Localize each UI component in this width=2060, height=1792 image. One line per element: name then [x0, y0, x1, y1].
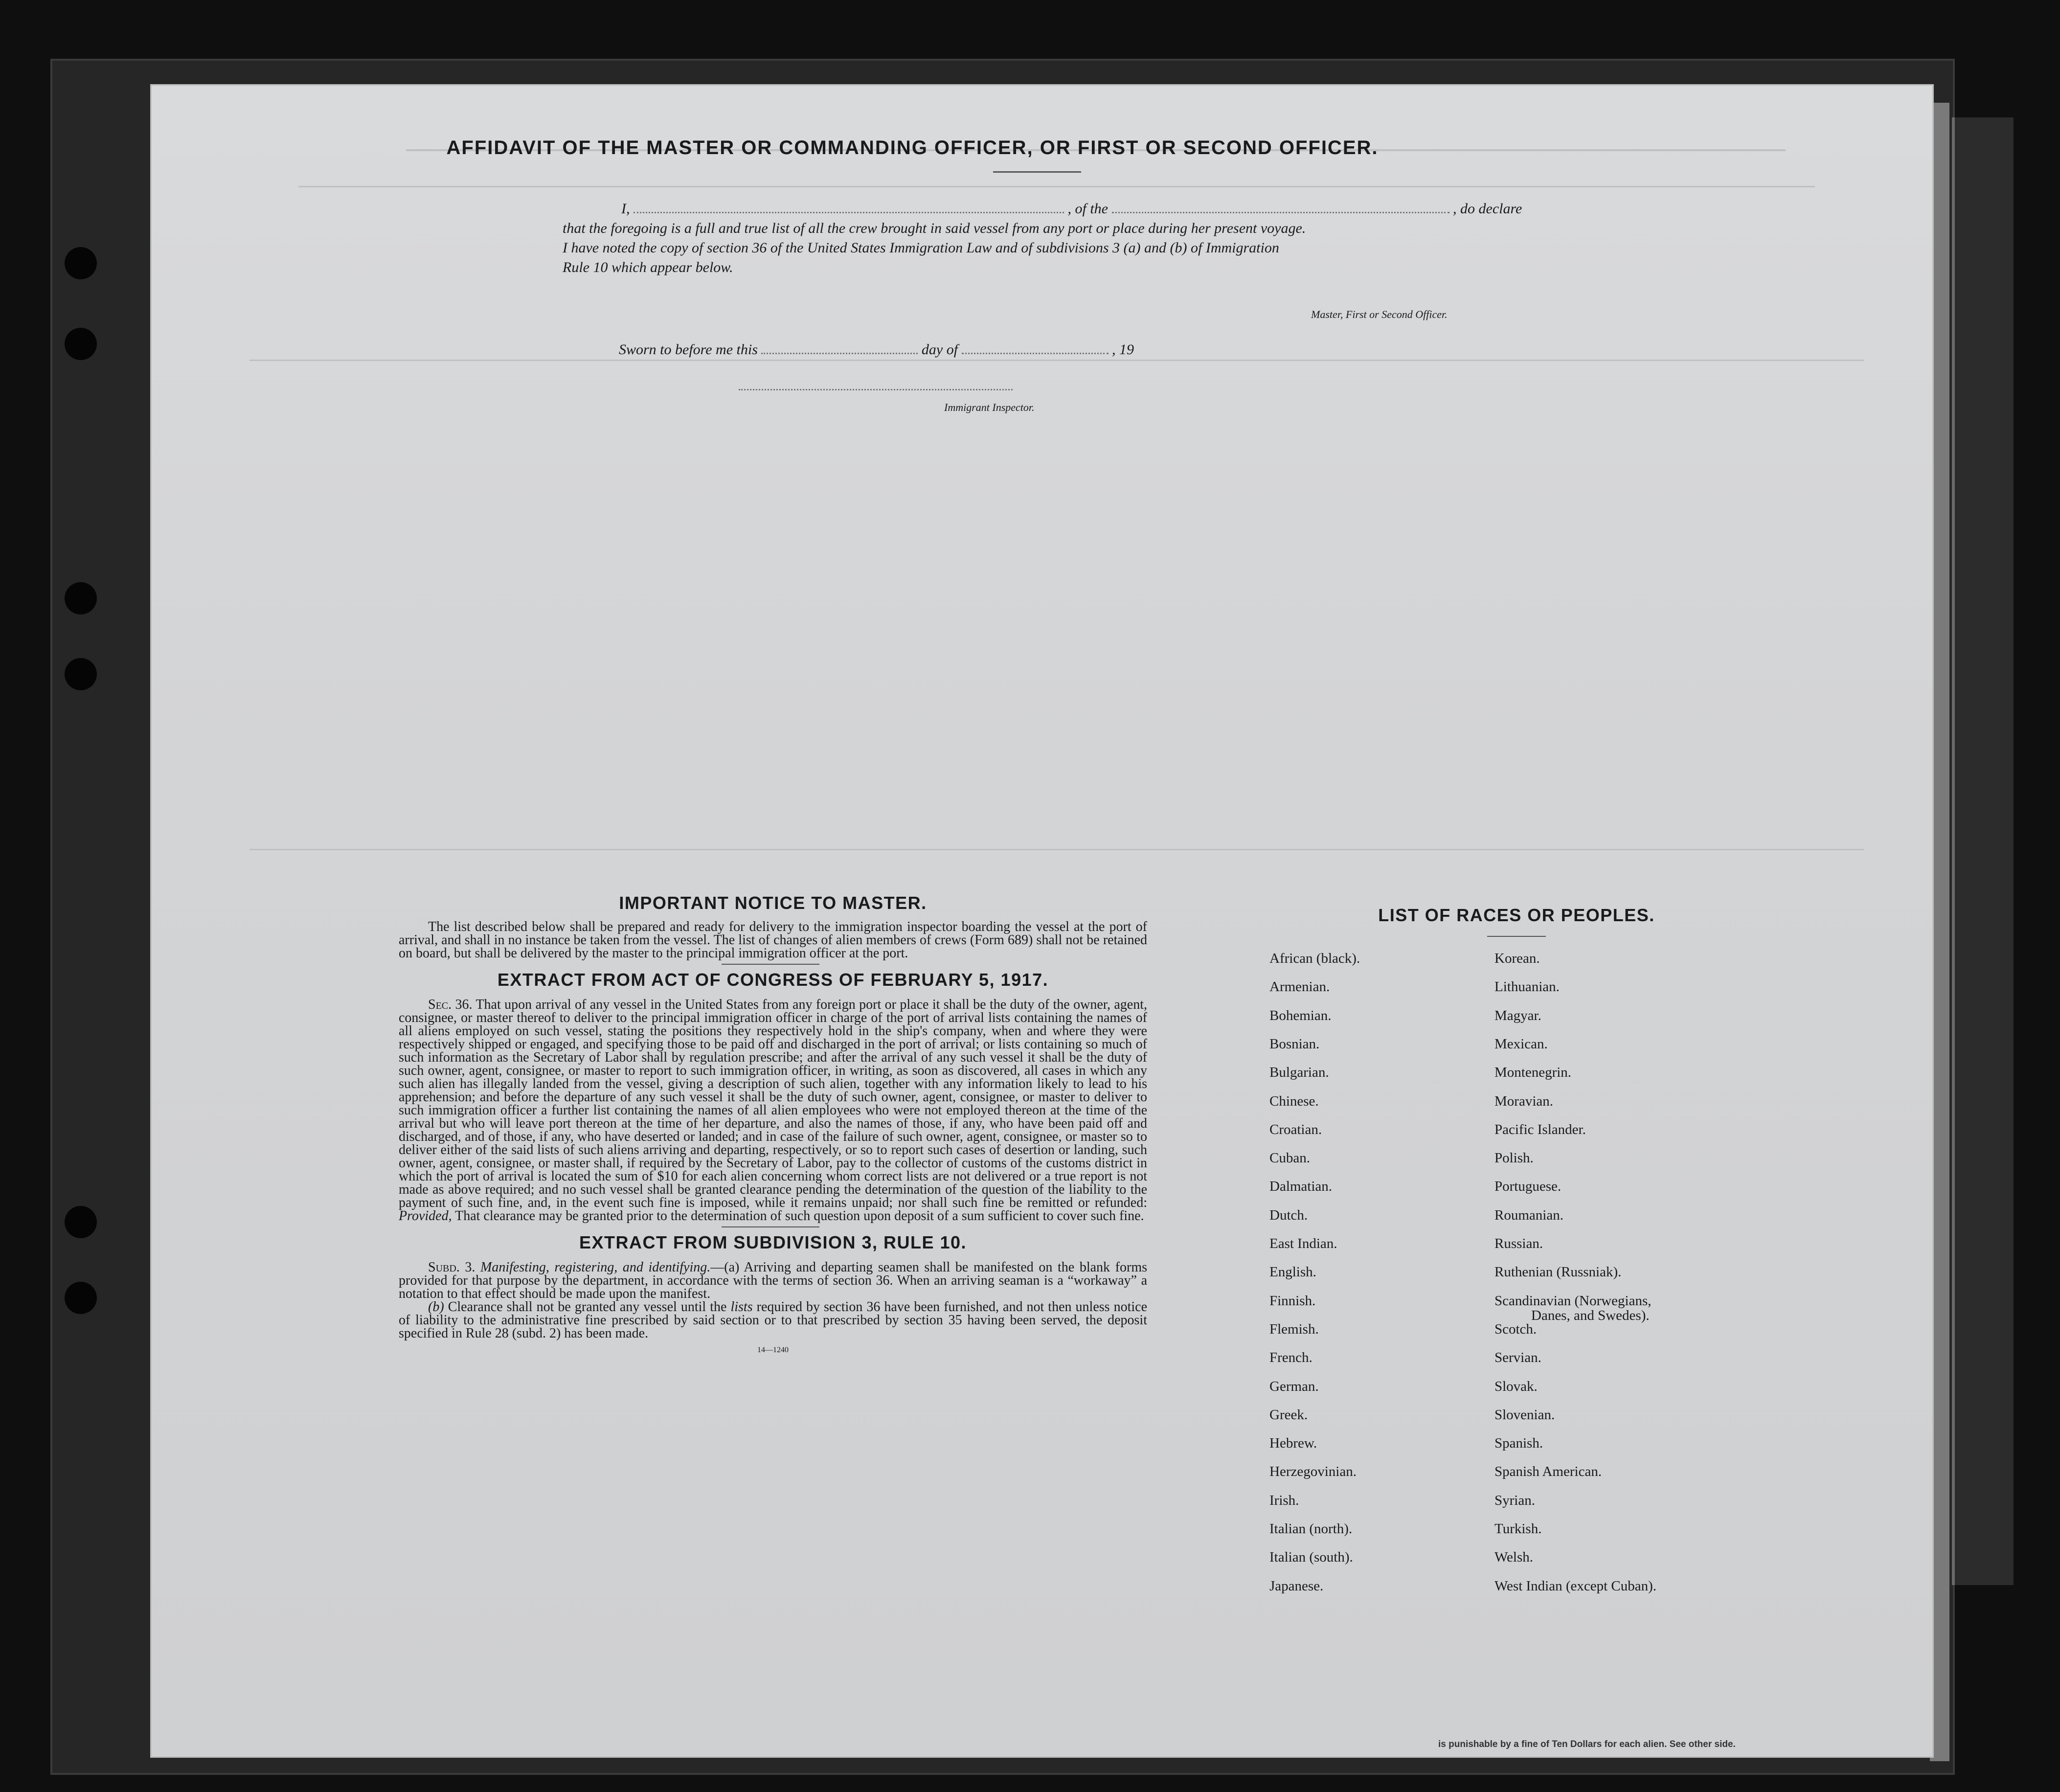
race-item: Korean. — [1494, 951, 1540, 966]
act-sec-label: Sec. 36. — [428, 997, 473, 1012]
bleed-through-line — [249, 849, 1864, 850]
affidavit-line-1 — [621, 199, 1698, 219]
divider — [722, 964, 819, 965]
binder-hole — [65, 582, 97, 614]
race-item: Servian. — [1494, 1350, 1541, 1366]
rule-subd-heading: Manifesting, registering, and identifying. — [480, 1260, 711, 1275]
race-item: Bulgarian. — [1269, 1065, 1329, 1081]
race-item: Polish. — [1494, 1150, 1534, 1166]
rule-title: EXTRACT FROM SUBDIVISION 3, RULE 10. — [579, 1232, 967, 1252]
race-item: Ruthenian (Russniak). — [1494, 1264, 1622, 1280]
rule-b-lists: lists — [730, 1299, 753, 1315]
binder-hole — [65, 247, 97, 279]
form-page — [152, 86, 1932, 1756]
race-item: Herzegovinian. — [1269, 1464, 1357, 1480]
rule-b-text-1: Clearance shall not be granted any vessel until the — [448, 1299, 727, 1315]
race-item: Roumanian. — [1494, 1207, 1563, 1223]
underlying-page-edge — [1930, 103, 1949, 1761]
day-field[interactable] — [761, 353, 918, 354]
bleed-through-footer: is punishable by a fine of Ten Dollars for each alien. See other side. — [1438, 1739, 1736, 1749]
race-item: Spanish American. — [1494, 1464, 1602, 1480]
act-text — [399, 998, 1147, 1223]
race-item: Cuban. — [1269, 1150, 1310, 1166]
day-of-text: day of — [921, 341, 958, 358]
affidavit-do-declare: , do declare — [1453, 201, 1522, 217]
affidavit-title: AFFIDAVIT OF THE MASTER OR COMMANDING OFFICER, OR FIRST OR SECOND OFFICER. — [446, 137, 1379, 159]
race-item: Dalmatian. — [1269, 1179, 1333, 1195]
race-item: Irish. — [1269, 1492, 1299, 1508]
race-item: Russian. — [1494, 1236, 1543, 1251]
bleed-through-line — [298, 186, 1815, 187]
race-item: Slovenian. — [1494, 1406, 1555, 1423]
affidavit-line-4: Rule 10 which appear below. — [563, 259, 733, 275]
affidavit-of-the: , of the — [1067, 201, 1108, 217]
race-item: Moravian. — [1494, 1093, 1553, 1109]
inspector-caption: Immigrant Inspector. — [944, 401, 1035, 413]
races-title: LIST OF RACES OR PEOPLES. — [1378, 905, 1655, 925]
race-item: Hebrew. — [1269, 1435, 1317, 1452]
race-item: Pacific Islander. — [1494, 1121, 1586, 1137]
race-item: German. — [1269, 1378, 1319, 1394]
divider — [993, 171, 1081, 173]
race-item: Portuguese. — [1494, 1179, 1562, 1195]
notice-text: The list described below shall be prepared and ready for delivery to the immigration inspector boarding the vessel at the port of arrival, and shall in no instance be taken from the vessel. The list of changes of alien members of crews (Form 689) shall not be retained on board, but shall be delivered by the master to the principal immigration officer at the port. — [399, 919, 1147, 961]
affidavit-i: I, — [621, 201, 630, 217]
rule-a-text: —(a) Arriving and departing seamen shall be manifested on the blank forms provided for that purpose by the department, in accordance with the terms of section 36. When an arriving seaman is a “workaway” a notation to that effect should be made upon the manifest. — [399, 1260, 1147, 1301]
signature-caption: Master, First or Second Officer. — [1311, 308, 1448, 320]
race-item: African (black). — [1269, 951, 1360, 966]
race-item: Spanish. — [1494, 1435, 1543, 1452]
race-item: Montenegrin. — [1494, 1065, 1572, 1081]
act-body: That upon arrival of any vessel in the United States from any foreign port or place it shall be the duty of the owner, agent, consignee, or master thereof to deliver to the principal immigration officer in charge of the port of arrival lists containing the names of all aliens employed on such vessel, stating the positions they respectively hold in the ship's company, when and where they were respectively shipped or engaged, and specifying those to be paid off and discharged in the port of arrival; or lists containing so much of such information as the Secretary of Labor shall by regulation prescribe; and after the arrival of any such vessel it shall be the duty of such owner, agent, consignee, or master to report to such immigration officer, in writing, as soon as discovered, all cases in which any such alien has illegally landed from the vessel, giving a description of such alien, together with any information likely to lead to his apprehension; and before the departure of any such vessel it shall be the duty of such owner, agent, consignee, or master to deliver to such immigration officer a further list containing the names of all alien employees who were not employed thereon at the time of the arrival but who will leave port thereon at the time of her departure, and also the names of those, if any, who have been paid off and discharged, and of those, if any, who have deserted or landed; and in case of the failure of such owner, agent, consignee, or master so to deliver either of the said lists of such aliens arriving and departing, respectively, or so to report such cases of desertion or landing, such owner, agent, consignee, or master shall, if required by the Secretary of Labor, pay to the collector of customs of the customs district in which the port of arrival is located the sum of $10 for each alien concerning whom correct lists are not delivered or a true report is not made as above required; and no such vessel shall be granted clearance pending the determination of the question of the liability to the payment of such fine, and, in the event such fine is imposed, while it remains unpaid; nor shall such fine be remitted or refunded: — [399, 997, 1147, 1210]
rule-b-label: (b) — [428, 1299, 444, 1315]
rule-subd-b — [399, 1300, 1147, 1340]
rule-subd-label: Subd. 3. — [428, 1260, 475, 1275]
divider — [1487, 936, 1546, 937]
race-item: Finnish. — [1269, 1293, 1316, 1309]
race-item: Italian (north). — [1269, 1521, 1353, 1537]
act-title: EXTRACT FROM ACT OF CONGRESS OF FEBRUARY 5, 1917. — [497, 970, 1049, 990]
affidavit-line-2: that the foregoing is a full and true list of all the crew brought in said vessel from any port or place during her present voyage. — [563, 220, 1306, 236]
notice-title: IMPORTANT NOTICE TO MASTER. — [619, 893, 927, 913]
rule-b-text-2: required by section 36 have been furnished, and not then unless notice of liability to the administrative fine prescribed by said section or to that prescribed by section 35 having been served, the deposit specified in Rule 28 (subd. 2) has been made. — [399, 1299, 1148, 1341]
race-item: Armenian. — [1269, 979, 1330, 995]
sworn-line — [619, 340, 1255, 360]
month-field[interactable] — [962, 353, 1109, 354]
affidavit-line-3: I have noted the copy of section 36 of the United States Immigration Law and of subdivisions 3 (a) and (b) of Immigration — [563, 240, 1279, 256]
race-item: Bosnian. — [1269, 1036, 1320, 1052]
race-item: Mexican. — [1494, 1036, 1548, 1052]
race-item: French. — [1269, 1350, 1313, 1366]
race-item: Turkish. — [1494, 1521, 1542, 1537]
race-item: Japanese. — [1269, 1578, 1324, 1594]
act-provided: Provided, — [399, 1208, 452, 1224]
race-item: Croatian. — [1269, 1121, 1322, 1137]
underlying-sheet — [1952, 117, 2014, 1585]
race-item: English. — [1269, 1264, 1316, 1280]
race-item: Lithuanian. — [1494, 979, 1560, 995]
race-item: Danes, and Swedes). — [1531, 1307, 1650, 1323]
race-item: Flemish. — [1269, 1321, 1319, 1337]
rule-subd-a — [399, 1261, 1147, 1300]
race-item: Chinese. — [1269, 1093, 1319, 1109]
race-item: West Indian (except Cuban). — [1494, 1578, 1657, 1594]
act-body-end: That clearance may be granted prior to the determination of such question upon deposit of a sum sufficient to cover such fine. — [455, 1208, 1144, 1224]
race-item: Scotch. — [1494, 1321, 1537, 1337]
divider — [722, 1226, 819, 1227]
binder-hole — [65, 1282, 97, 1314]
race-item: Italian (south). — [1269, 1549, 1353, 1565]
notice-section — [399, 893, 1147, 1355]
race-item: Slovak. — [1494, 1378, 1538, 1394]
binder-hole — [65, 658, 97, 690]
year-text: , 19 — [1112, 341, 1134, 358]
name-field[interactable] — [634, 212, 1064, 213]
race-item: Greek. — [1269, 1406, 1308, 1423]
sworn-text: Sworn to before me this — [619, 341, 758, 358]
form-number: 14—1240 — [757, 1346, 789, 1354]
race-item: Bohemian. — [1269, 1007, 1332, 1023]
vessel-field[interactable] — [1112, 212, 1449, 213]
race-item: East Indian. — [1269, 1236, 1337, 1251]
binder-hole — [65, 328, 97, 360]
race-item: Magyar. — [1494, 1007, 1541, 1023]
inspector-signature-field[interactable] — [739, 389, 1013, 390]
binder-hole — [65, 1206, 97, 1238]
race-item: Welsh. — [1494, 1549, 1534, 1565]
race-item: Syrian. — [1494, 1492, 1535, 1508]
bleed-through-line — [249, 360, 1864, 361]
race-item: Scandinavian (Norwegians, — [1494, 1293, 1652, 1309]
race-item: Dutch. — [1269, 1207, 1308, 1223]
